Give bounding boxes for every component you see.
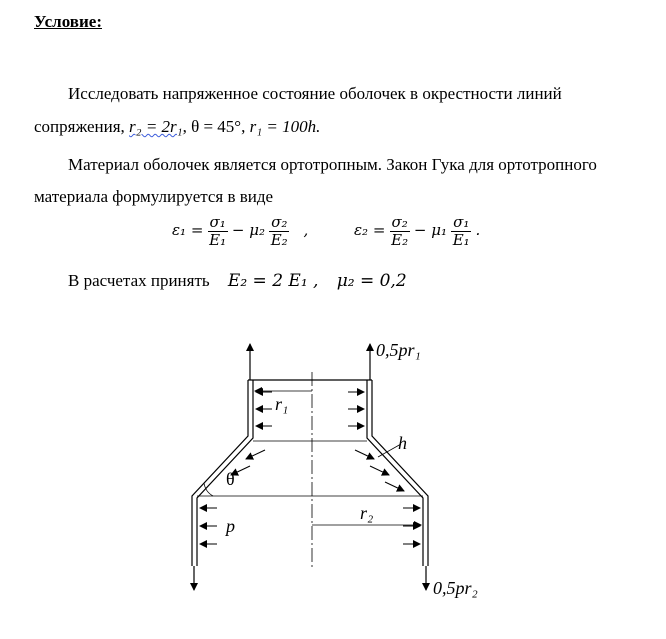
para2-line2: материала формулируется в виде xyxy=(34,187,274,206)
label-r2: r₂ xyxy=(360,503,374,523)
label-bottom-force: 0,5pr₂ xyxy=(433,578,478,598)
heading: Условие: xyxy=(34,12,102,31)
e1b: E₁ xyxy=(452,231,470,249)
para1-line1: Исследовать напряженное состояние оболочек в окрестности линий xyxy=(68,84,562,103)
condition-r2: r₂ = 2r₁ xyxy=(129,117,183,136)
minus-mu2: − μ₂ xyxy=(231,220,265,239)
label-top-force: 0,5pr₁ xyxy=(376,340,421,360)
e2b: E₂ xyxy=(391,231,409,249)
condition-r1: r₁ = 100h. xyxy=(249,117,321,136)
label-p: p xyxy=(226,516,235,536)
e1: E₁ xyxy=(209,231,227,249)
condition-theta: , θ = 45°, xyxy=(182,117,246,136)
label-h: h xyxy=(398,433,407,453)
para2-line1: Материал оболочек является ортотропным. Закон Гука для ортотропного xyxy=(68,155,597,174)
minus-mu1: − μ₁ xyxy=(413,220,447,239)
label-theta: θ xyxy=(226,469,235,489)
sigma1b: σ₁ xyxy=(453,213,470,231)
period: . xyxy=(475,220,481,239)
para1-line2-text: сопряжения, xyxy=(34,117,125,136)
mu2-eq: μ₂ = 0,2 xyxy=(336,271,407,291)
sigma2b: σ₂ xyxy=(391,213,408,231)
eps2: ε₂ = xyxy=(354,220,386,239)
e2-eq: E₂ = 2 E₁ , xyxy=(227,271,319,291)
label-r1: r₁ xyxy=(275,394,289,414)
sigma1: σ₁ xyxy=(209,213,226,231)
para3-text: В расчетах принять xyxy=(68,271,210,290)
comma: , xyxy=(303,220,309,239)
end-forces xyxy=(194,344,426,590)
eps1: ε₁ = xyxy=(172,220,204,239)
sigma2: σ₂ xyxy=(271,213,288,231)
e2: E₂ xyxy=(270,231,288,249)
